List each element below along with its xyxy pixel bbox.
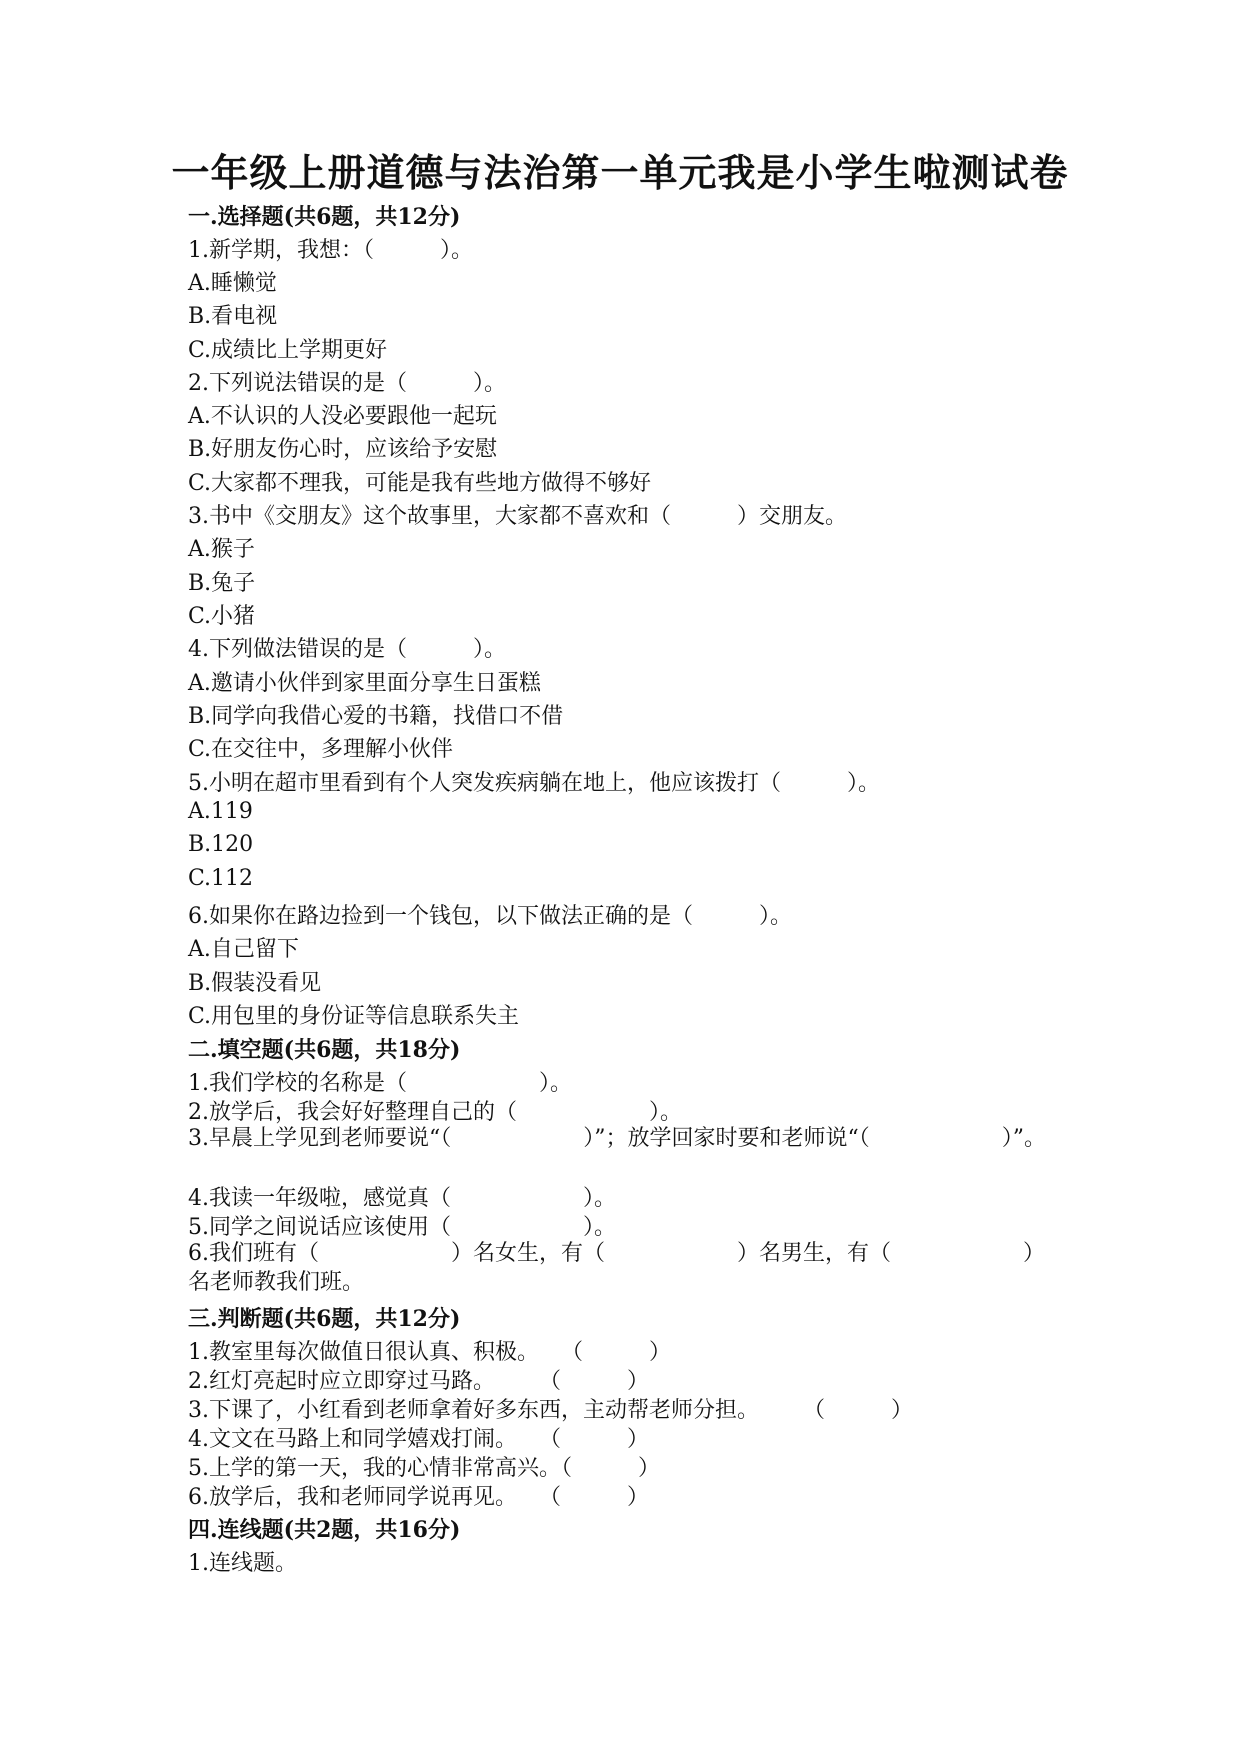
option-line: C.大家都不理我，可能是我有些地方做得不够好 xyxy=(188,471,652,496)
question-line: 2.放学后，我会好好整理自己的（ ）。 xyxy=(188,1100,682,1125)
question-line: 1.连线题。 xyxy=(188,1551,297,1576)
question-line: 1.教室里每次做值日很认真、积极。 （ ） xyxy=(188,1340,671,1365)
option-line: C.用包里的身份证等信息联系失主 xyxy=(188,1004,520,1029)
question-line: 4.下列做法错误的是（ ）。 xyxy=(188,637,506,662)
option-line: B.同学向我借心爱的书籍，找借口不借 xyxy=(188,704,564,729)
section-heading: 三.判断题(共6题，共12分) xyxy=(188,1306,461,1332)
option-line: A.邀请小伙伴到家里面分享生日蛋糕 xyxy=(188,671,541,696)
option-line: A.猴子 xyxy=(188,537,255,562)
question-line: 6.放学后，我和老师同学说再见。 （ ） xyxy=(188,1485,649,1510)
question-line: 5.小明在超市里看到有个人突发疾病躺在地上，他应该拨打（ ）。 xyxy=(188,771,880,796)
question-line: 2.红灯亮起时应立即穿过马路。 （ ） xyxy=(188,1369,649,1394)
option-line: B.兔子 xyxy=(188,571,256,596)
question-line: 2.下列说法错误的是（ ）。 xyxy=(188,371,506,396)
question-line: 3.早晨上学见到老师要说“（ ）”；放学回家时要和老师说“（ ）”。 xyxy=(188,1126,1046,1151)
option-line: B.120 xyxy=(188,832,254,857)
question-line: 3.书中《交朋友》这个故事里，大家都不喜欢和（ ）交朋友。 xyxy=(188,504,847,529)
question-line: 6.我们班有（ ）名女生，有（ ）名男生，有（ ）名老师教我们班。 xyxy=(188,1241,1045,1295)
page-title: 一年级上册道德与法治第一单元我是小学生啦测试卷 xyxy=(171,150,1069,195)
option-line: B.好朋友伤心时，应该给予安慰 xyxy=(188,437,498,462)
section-heading: 四.连线题(共2题，共16分) xyxy=(188,1517,461,1543)
section-heading: 二.填空题(共6题，共18分) xyxy=(188,1037,461,1063)
option-line: C.在交往中，多理解小伙伴 xyxy=(188,737,454,762)
option-line: A.不认识的人没必要跟他一起玩 xyxy=(188,404,497,429)
option-line: A.自己留下 xyxy=(188,937,299,962)
question-line: 3.下课了，小红看到老师拿着好多东西，主动帮老师分担。 （ ） xyxy=(188,1398,913,1423)
option-line: C.成绩比上学期更好 xyxy=(188,338,388,363)
question-line: 6.如果你在路边捡到一个钱包，以下做法正确的是（ ）。 xyxy=(188,904,792,929)
question-line: 1.新学期，我想：（ ）。 xyxy=(188,238,473,263)
question-line: 5.上学的第一天，我的心情非常高兴。（ ） xyxy=(188,1456,660,1481)
question-line: 4.文文在马路上和同学嬉戏打闹。 （ ） xyxy=(188,1427,649,1452)
option-line: B.看电视 xyxy=(188,304,278,329)
question-line: 5.同学之间说话应该使用（ ）。 xyxy=(188,1215,616,1240)
option-line: A.119 xyxy=(188,799,253,824)
question-line: 4.我读一年级啦，感觉真（ ）。 xyxy=(188,1186,616,1211)
option-line: C.小猪 xyxy=(188,604,256,629)
option-line: B.假装没看见 xyxy=(188,971,322,996)
question-line: 1.我们学校的名称是（ ）。 xyxy=(188,1071,572,1096)
section-heading: 一.选择题(共6题，共12分) xyxy=(188,204,461,230)
option-line: C.112 xyxy=(188,866,254,891)
option-line: A.睡懒觉 xyxy=(188,271,277,296)
